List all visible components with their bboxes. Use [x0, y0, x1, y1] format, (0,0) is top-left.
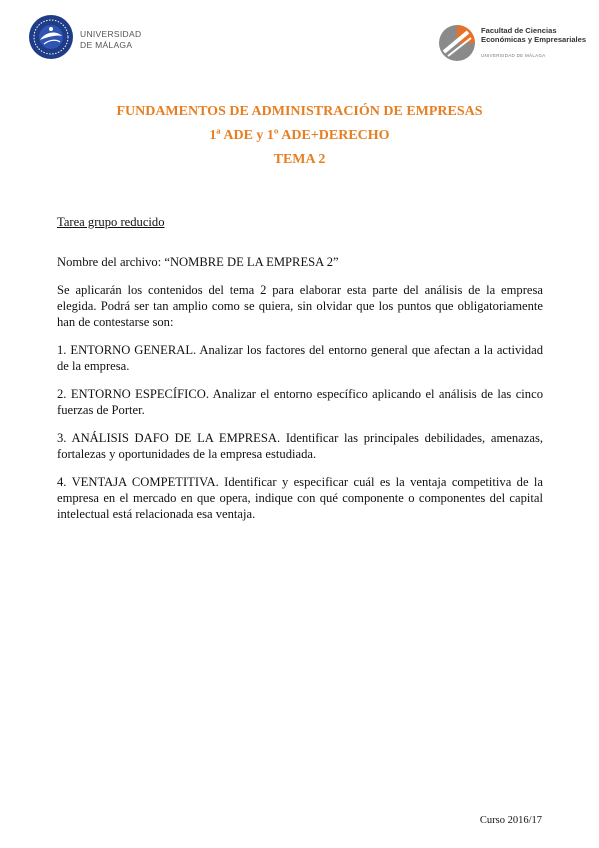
university-seal-icon — [28, 14, 74, 60]
document-body — [57, 214, 543, 534]
university-name-line1: UNIVERSIDAD — [80, 29, 142, 39]
faculty-name-line2: Económicas y Empresariales — [481, 35, 587, 44]
filename-line: Nombre del archivo: “NOMBRE DE LA EMPRESA 2” — [57, 255, 339, 269]
course-title: FUNDAMENTOS DE ADMINISTRACIÓN DE EMPRESAS — [116, 104, 483, 119]
document-titles — [0, 100, 599, 172]
university-name-line2: DE MÁLAGA — [80, 40, 133, 50]
topic-title: TEMA 2 — [273, 152, 326, 167]
course-year-footer: Curso 2016/17 — [479, 815, 542, 826]
point-ventaja-competitiva: 4. VENTAJA COMPETITIVA. Identificar y especificar cuál es la ventaja competitiva de la empresa en el mercado en que opera, indique con qué componente o componentes del capital intelectual está relacionada esa ventaja. — [57, 475, 543, 521]
faculty-logo — [438, 24, 587, 64]
faculty-name — [481, 26, 586, 44]
university-name — [80, 29, 141, 51]
university-logo — [28, 14, 148, 60]
point-analisis-dafo: 3. ANÁLISIS DAFO DE LA EMPRESA. Identificar las principales debilidades, amenazas, fortalezas y oportunidades de la empresa estudiada. — [57, 431, 543, 461]
point-entorno-especifico: 2. ENTORNO ESPECÍFICO. Analizar el entorno específico aplicando el análisis de las cinco fuerzas de Porter. — [57, 387, 543, 417]
faculty-university-label: UNIVERSIDAD DE MÁLAGA — [481, 53, 546, 58]
faculty-name-line1: Facultad de Ciencias — [481, 26, 557, 35]
section-heading: Tarea grupo reducido — [57, 215, 165, 229]
faculty-logo-icon — [438, 24, 476, 62]
point-entorno-general: 1. ENTORNO GENERAL. Analizar los factores del entorno general que afectan a la actividad de la empresa. — [57, 343, 543, 373]
page-header — [0, 0, 599, 80]
degree-title: 1ª ADE y 1º ADE+DERECHO — [209, 128, 390, 143]
intro-paragraph: Se aplicarán los contenidos del tema 2 para elaborar esta parte del análisis de la empresa elegida. Podrá ser tan amplio como se quiera, sin olvidar que los puntos que obligatoriamente han de contestarse son: — [57, 283, 543, 329]
